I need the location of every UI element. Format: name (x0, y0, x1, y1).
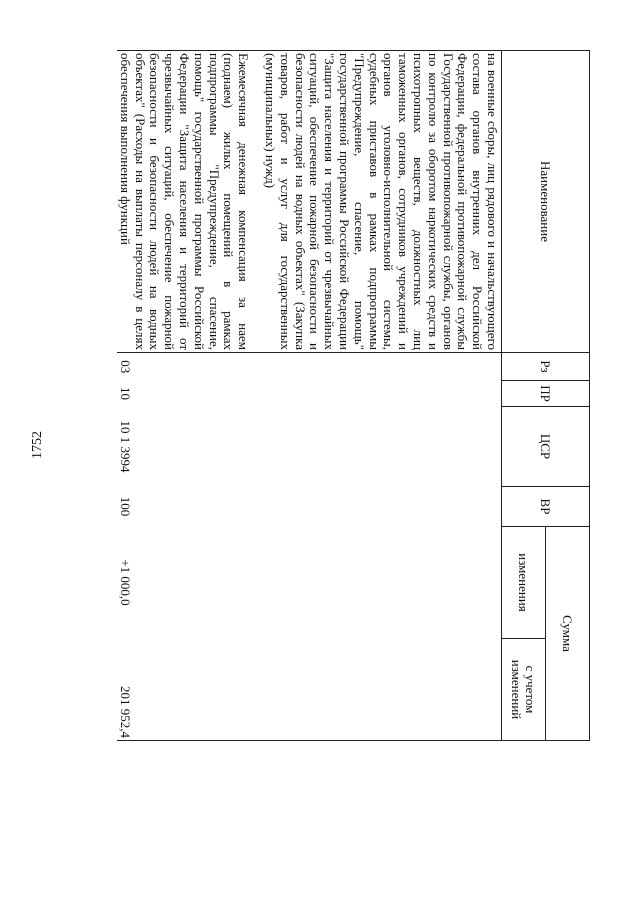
rotated-page (85, 50, 590, 830)
header-csr: ЦСР (502, 407, 590, 487)
row-change (262, 527, 501, 639)
row-vr: 100 (117, 496, 133, 517)
row-rz (262, 353, 501, 381)
row-with-changes: 201 952,4 (117, 639, 252, 741)
row-name: Ежемесячная денежная компенсация за наем (поднаем) жилых помещений в рамках подпрограммы "Предупреждение, спасение, помощь" государственной программы Российской Федерации "Защита населения и территорий от чрезвычайных ситуаций, обеспечение пожарной безопасности и безопасности людей на водных объектах" (Расходы на выплаты персоналу в целях обеспечения выполнения функций (117, 53, 252, 350)
row-csr (262, 407, 501, 487)
header-vr: ВР (502, 487, 590, 527)
row-rz: 03 (117, 360, 133, 374)
header-with-changes: с учетом изменений (502, 639, 546, 741)
header-sum: Сумма (546, 527, 590, 741)
header-change: изменения (502, 527, 546, 639)
table-row (117, 51, 252, 741)
row-csr: 10 1 3994 (117, 420, 133, 473)
row-with-changes (262, 639, 501, 741)
row-name: на военные сборы, лиц рядового и начальствующего состава органов внутренних дел Российской Федерации, федеральной противопожарной службы Государственной противопожарной службы, органов по контролю за оборотом наркотических средств и психотропных веществ, должностных лиц таможенных органов, сотрудников учреждений и органов уголовно-исполнительной системы, судебных приставов в рамках подпрограммы "Предупреждение, спасение, помощь" государственной программы Российской Федерации "Защита населения и территорий от чрезвычайных ситуаций, обеспечение пожарной безопасности и безопасности людей на водных объектах" (Закупка товаров, работ и услуг для государственных (муниципальных) нужд) (263, 53, 500, 350)
row-pr: 10 (117, 387, 133, 400)
row-vr (262, 487, 501, 527)
row-change: +1 000,0 (117, 559, 133, 606)
row-pr (262, 381, 501, 407)
budget-table (117, 50, 590, 741)
table-row (262, 51, 501, 741)
header-rz: Рз (502, 353, 590, 381)
header-name: Наименование (502, 51, 590, 353)
page-number: 1752 (30, 431, 45, 459)
header-pr: ПР (502, 381, 590, 407)
